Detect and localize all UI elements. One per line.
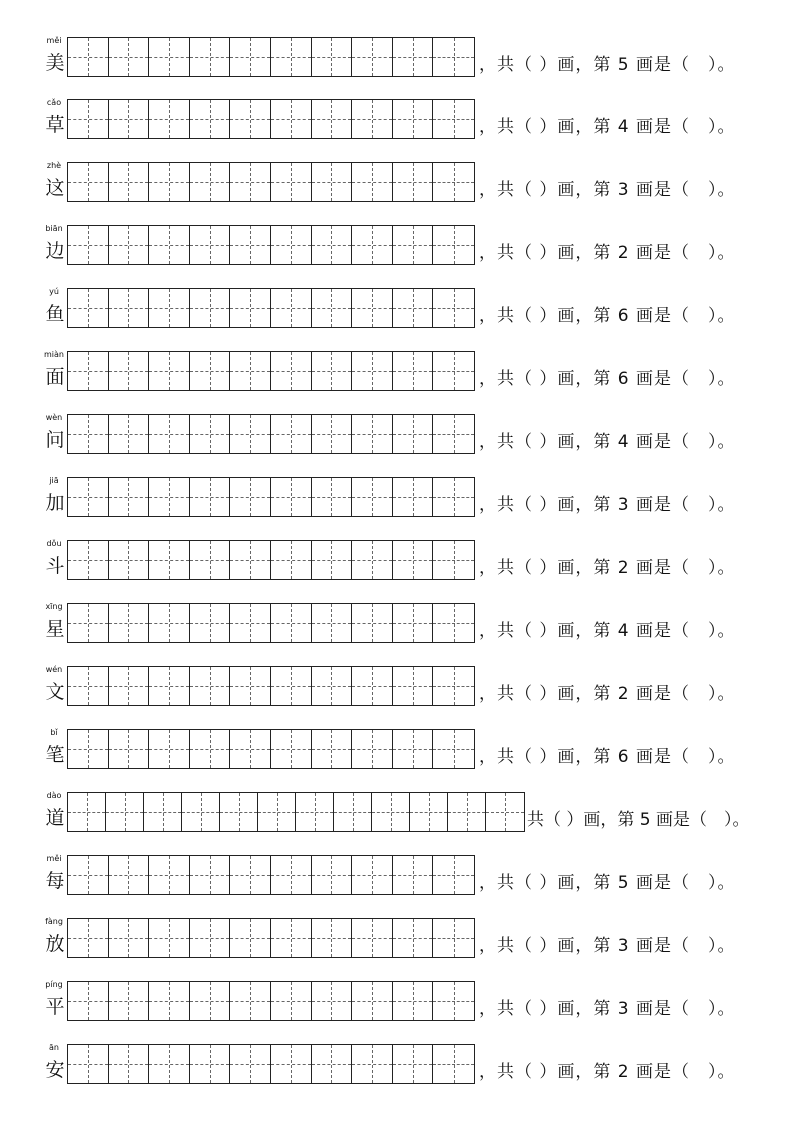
writing-cell[interactable]	[68, 982, 109, 1020]
hanzi-character: 斗	[45, 555, 65, 577]
writing-cell[interactable]	[68, 1045, 109, 1083]
stroke-question: ，共（ ）画，第 3 画是（ ）。	[479, 999, 736, 1019]
hanzi-character: 平	[45, 996, 65, 1018]
writing-cell[interactable]	[393, 541, 434, 579]
writing-cell[interactable]	[433, 226, 474, 264]
writing-cell[interactable]	[68, 352, 109, 390]
writing-cell[interactable]	[68, 226, 109, 264]
stroke-question: ，共（ ）画，第 2 画是（ ）。	[479, 243, 736, 263]
practice-row	[0, 98, 800, 150]
writing-cell[interactable]	[230, 541, 271, 579]
writing-cell[interactable]	[372, 793, 410, 831]
stroke-question: ，共（ ）画，第 5 画是（ ）。	[479, 55, 736, 75]
writing-cell[interactable]	[149, 541, 190, 579]
writing-cell[interactable]	[433, 163, 474, 201]
pinyin-label: dǒu	[46, 539, 62, 548]
writing-grid	[67, 1044, 475, 1084]
practice-row	[0, 791, 800, 843]
writing-cell[interactable]	[68, 38, 109, 76]
writing-cell[interactable]	[271, 1045, 312, 1083]
writing-cell[interactable]	[230, 38, 271, 76]
writing-cell[interactable]	[230, 289, 271, 327]
writing-cell[interactable]	[352, 38, 393, 76]
writing-cell[interactable]	[352, 982, 393, 1020]
writing-cell[interactable]	[393, 919, 434, 957]
writing-cell[interactable]	[393, 604, 434, 642]
pinyin-label: dào	[46, 791, 62, 800]
writing-cell[interactable]	[393, 856, 434, 894]
writing-cell[interactable]	[271, 856, 312, 894]
writing-cell[interactable]	[149, 226, 190, 264]
writing-cell[interactable]	[312, 226, 353, 264]
writing-cell[interactable]	[352, 100, 393, 138]
stroke-question: ，共（ ）画，第 4 画是（ ）。	[479, 621, 736, 641]
pinyin-label: yú	[49, 287, 59, 296]
hanzi-character: 每	[45, 870, 65, 892]
writing-cell[interactable]	[393, 730, 434, 768]
hanzi-character: 草	[45, 114, 65, 136]
stroke-question: ，共（ ）画，第 6 画是（ ）。	[479, 306, 736, 326]
writing-cell[interactable]	[352, 478, 393, 516]
writing-cell[interactable]	[393, 415, 434, 453]
writing-cell[interactable]	[190, 1045, 231, 1083]
writing-cell[interactable]	[190, 478, 231, 516]
stroke-question: ，共（ ）画，第 3 画是（ ）。	[479, 936, 736, 956]
writing-cell[interactable]	[393, 478, 434, 516]
writing-cell[interactable]	[448, 793, 486, 831]
writing-cell[interactable]	[312, 856, 353, 894]
writing-cell[interactable]	[230, 226, 271, 264]
writing-cell[interactable]	[190, 100, 231, 138]
writing-cell[interactable]	[190, 982, 231, 1020]
practice-row	[0, 287, 800, 339]
pinyin-label: xīng	[45, 602, 63, 611]
writing-grid	[67, 37, 475, 77]
writing-grid	[67, 792, 525, 832]
writing-cell[interactable]	[190, 226, 231, 264]
writing-cell[interactable]	[109, 604, 150, 642]
writing-cell[interactable]	[230, 982, 271, 1020]
writing-cell[interactable]	[433, 856, 474, 894]
writing-cell[interactable]	[149, 604, 190, 642]
writing-cell[interactable]	[109, 478, 150, 516]
writing-cell[interactable]	[352, 352, 393, 390]
pinyin-label: fàng	[45, 917, 63, 926]
writing-cell[interactable]	[68, 730, 109, 768]
writing-cell[interactable]	[144, 793, 182, 831]
writing-cell[interactable]	[433, 352, 474, 390]
writing-cell[interactable]	[109, 289, 150, 327]
writing-cell[interactable]	[68, 919, 109, 957]
writing-cell[interactable]	[190, 856, 231, 894]
writing-cell[interactable]	[312, 604, 353, 642]
pinyin-label: měi	[46, 36, 62, 45]
writing-cell[interactable]	[433, 100, 474, 138]
writing-cell[interactable]	[312, 1045, 353, 1083]
stroke-question: ，共（ ）画，第 2 画是（ ）。	[479, 558, 736, 578]
pinyin-label: měi	[46, 854, 62, 863]
writing-cell[interactable]	[190, 163, 231, 201]
writing-cell[interactable]	[271, 38, 312, 76]
writing-grid	[67, 918, 475, 958]
writing-cell[interactable]	[68, 604, 109, 642]
writing-cell[interactable]	[190, 730, 231, 768]
writing-cell[interactable]	[271, 415, 312, 453]
writing-cell[interactable]	[393, 667, 434, 705]
writing-cell[interactable]	[109, 919, 150, 957]
writing-cell[interactable]	[149, 982, 190, 1020]
writing-cell[interactable]	[68, 667, 109, 705]
writing-cell[interactable]	[149, 730, 190, 768]
writing-cell[interactable]	[149, 667, 190, 705]
practice-row	[0, 728, 800, 780]
writing-cell[interactable]	[352, 730, 393, 768]
writing-cell[interactable]	[433, 415, 474, 453]
writing-cell[interactable]	[312, 352, 353, 390]
writing-cell[interactable]	[393, 38, 434, 76]
writing-cell[interactable]	[68, 415, 109, 453]
pinyin-label: jiā	[49, 476, 59, 485]
writing-cell[interactable]	[433, 289, 474, 327]
pinyin-label: wén	[45, 665, 63, 674]
pinyin-label: bǐ	[50, 728, 58, 737]
writing-cell[interactable]	[271, 982, 312, 1020]
writing-cell[interactable]	[149, 289, 190, 327]
writing-cell[interactable]	[312, 730, 353, 768]
hanzi-character: 笔	[45, 744, 65, 766]
writing-cell[interactable]	[230, 100, 271, 138]
pinyin-label: píng	[45, 980, 63, 989]
practice-row	[0, 36, 800, 88]
writing-cell[interactable]	[271, 163, 312, 201]
practice-row	[0, 917, 800, 969]
writing-grid	[67, 666, 475, 706]
writing-cell[interactable]	[149, 919, 190, 957]
writing-cell[interactable]	[109, 226, 150, 264]
practice-row	[0, 602, 800, 654]
writing-cell[interactable]	[109, 541, 150, 579]
writing-grid	[67, 351, 475, 391]
pinyin-label: zhè	[46, 161, 62, 170]
writing-cell[interactable]	[312, 667, 353, 705]
writing-cell[interactable]	[149, 163, 190, 201]
stroke-question: ，共（ ）画，第 6 画是（ ）。	[479, 369, 736, 389]
stroke-question: ，共（ ）画，第 2 画是（ ）。	[479, 684, 736, 704]
writing-cell[interactable]	[393, 226, 434, 264]
writing-cell[interactable]	[312, 289, 353, 327]
writing-cell[interactable]	[312, 919, 353, 957]
writing-cell[interactable]	[182, 793, 220, 831]
practice-row	[0, 539, 800, 591]
stroke-question: ，共（ ）画，第 2 画是（ ）。	[479, 1062, 736, 1082]
writing-cell[interactable]	[190, 38, 231, 76]
writing-cell[interactable]	[433, 541, 474, 579]
writing-cell[interactable]	[149, 478, 190, 516]
writing-cell[interactable]	[109, 38, 150, 76]
writing-cell[interactable]	[149, 352, 190, 390]
writing-cell[interactable]	[68, 163, 109, 201]
pinyin-label: ān	[49, 1043, 59, 1052]
pinyin-label: wèn	[45, 413, 63, 422]
writing-cell[interactable]	[230, 667, 271, 705]
practice-row	[0, 350, 800, 402]
writing-cell[interactable]	[68, 541, 109, 579]
writing-cell[interactable]	[109, 1045, 150, 1083]
writing-cell[interactable]	[68, 856, 109, 894]
writing-cell[interactable]	[312, 415, 353, 453]
writing-cell[interactable]	[334, 793, 372, 831]
writing-cell[interactable]	[352, 604, 393, 642]
writing-cell[interactable]	[352, 226, 393, 264]
writing-cell[interactable]	[352, 163, 393, 201]
writing-cell[interactable]	[271, 100, 312, 138]
writing-cell[interactable]	[433, 667, 474, 705]
writing-cell[interactable]	[393, 352, 434, 390]
hanzi-character: 加	[45, 492, 65, 514]
practice-row	[0, 665, 800, 717]
writing-cell[interactable]	[312, 478, 353, 516]
writing-grid	[67, 162, 475, 202]
writing-cell[interactable]	[220, 793, 258, 831]
writing-cell[interactable]	[106, 793, 144, 831]
hanzi-character: 鱼	[45, 303, 65, 325]
practice-row	[0, 1043, 800, 1095]
writing-cell[interactable]	[393, 982, 434, 1020]
hanzi-character: 星	[45, 618, 65, 640]
writing-cell[interactable]	[109, 730, 150, 768]
writing-cell[interactable]	[352, 667, 393, 705]
writing-cell[interactable]	[352, 856, 393, 894]
writing-grid	[67, 477, 475, 517]
writing-cell[interactable]	[271, 667, 312, 705]
hanzi-character: 这	[45, 177, 65, 199]
writing-cell[interactable]	[68, 793, 106, 831]
writing-cell[interactable]	[190, 541, 231, 579]
writing-grid	[67, 225, 475, 265]
writing-cell[interactable]	[433, 1045, 474, 1083]
practice-row	[0, 980, 800, 1032]
writing-grid	[67, 855, 475, 895]
writing-cell[interactable]	[190, 604, 231, 642]
writing-cell[interactable]	[190, 289, 231, 327]
writing-cell[interactable]	[230, 730, 271, 768]
writing-cell[interactable]	[393, 163, 434, 201]
writing-cell[interactable]	[271, 226, 312, 264]
writing-cell[interactable]	[190, 919, 231, 957]
writing-cell[interactable]	[433, 982, 474, 1020]
writing-cell[interactable]	[230, 415, 271, 453]
writing-cell[interactable]	[109, 100, 150, 138]
writing-grid	[67, 540, 475, 580]
writing-cell[interactable]	[312, 163, 353, 201]
writing-grid	[67, 288, 475, 328]
writing-cell[interactable]	[271, 478, 312, 516]
writing-cell[interactable]	[149, 100, 190, 138]
writing-cell[interactable]	[109, 982, 150, 1020]
stroke-question: ，共（ ）画，第 3 画是（ ）。	[479, 180, 736, 200]
writing-cell[interactable]	[190, 352, 231, 390]
writing-cell[interactable]	[296, 793, 334, 831]
writing-cell[interactable]	[149, 856, 190, 894]
writing-cell[interactable]	[352, 289, 393, 327]
writing-cell[interactable]	[271, 604, 312, 642]
pinyin-label: cǎo	[46, 98, 62, 107]
writing-cell[interactable]	[352, 541, 393, 579]
writing-cell[interactable]	[393, 100, 434, 138]
writing-cell[interactable]	[109, 667, 150, 705]
writing-cell[interactable]	[393, 1045, 434, 1083]
writing-cell[interactable]	[230, 919, 271, 957]
hanzi-character: 安	[45, 1059, 65, 1081]
writing-cell[interactable]	[149, 38, 190, 76]
writing-cell[interactable]	[68, 289, 109, 327]
writing-cell[interactable]	[433, 478, 474, 516]
writing-grid	[67, 729, 475, 769]
writing-cell[interactable]	[271, 289, 312, 327]
pinyin-label: biān	[45, 224, 63, 233]
hanzi-character: 面	[45, 366, 65, 388]
writing-cell[interactable]	[433, 730, 474, 768]
hanzi-character: 道	[45, 807, 65, 829]
stroke-question: ，共（ ）画，第 4 画是（ ）。	[479, 117, 736, 137]
writing-cell[interactable]	[68, 478, 109, 516]
writing-cell[interactable]	[271, 352, 312, 390]
writing-cell[interactable]	[109, 415, 150, 453]
writing-grid	[67, 981, 475, 1021]
hanzi-character: 文	[45, 681, 65, 703]
writing-cell[interactable]	[393, 289, 434, 327]
writing-cell[interactable]	[230, 352, 271, 390]
hanzi-character: 放	[45, 933, 65, 955]
writing-cell[interactable]	[433, 38, 474, 76]
writing-grid	[67, 99, 475, 139]
writing-cell[interactable]	[230, 478, 271, 516]
writing-cell[interactable]	[68, 100, 109, 138]
writing-cell[interactable]	[109, 856, 150, 894]
stroke-question: ，共（ ）画，第 3 画是（ ）。	[479, 495, 736, 515]
writing-cell[interactable]	[352, 415, 393, 453]
hanzi-character: 美	[45, 52, 65, 74]
writing-cell[interactable]	[109, 163, 150, 201]
writing-cell[interactable]	[433, 604, 474, 642]
writing-cell[interactable]	[271, 730, 312, 768]
practice-row	[0, 854, 800, 906]
writing-cell[interactable]	[230, 1045, 271, 1083]
writing-grid	[67, 414, 475, 454]
hanzi-character: 边	[45, 240, 65, 262]
stroke-question: ，共（ ）画，第 5 画是（ ）。	[479, 873, 736, 893]
writing-cell[interactable]	[271, 541, 312, 579]
writing-cell[interactable]	[271, 919, 312, 957]
writing-cell[interactable]	[230, 163, 271, 201]
stroke-question: ，共（ ）画，第 6 画是（ ）。	[479, 747, 736, 767]
writing-cell[interactable]	[149, 415, 190, 453]
writing-cell[interactable]	[352, 1045, 393, 1083]
practice-row	[0, 161, 800, 213]
practice-row	[0, 476, 800, 528]
writing-cell[interactable]	[190, 667, 231, 705]
writing-cell[interactable]	[312, 38, 353, 76]
writing-cell[interactable]	[312, 100, 353, 138]
writing-cell[interactable]	[312, 541, 353, 579]
writing-cell[interactable]	[230, 856, 271, 894]
practice-row	[0, 224, 800, 276]
writing-cell[interactable]	[433, 919, 474, 957]
writing-cell[interactable]	[352, 919, 393, 957]
writing-cell[interactable]	[410, 793, 448, 831]
writing-cell[interactable]	[258, 793, 296, 831]
hanzi-character: 问	[45, 429, 65, 451]
writing-cell[interactable]	[149, 1045, 190, 1083]
pinyin-label: miàn	[44, 350, 64, 359]
writing-cell[interactable]	[190, 415, 231, 453]
stroke-question: ，共（ ）画，第 4 画是（ ）。	[479, 432, 736, 452]
writing-cell[interactable]	[486, 793, 524, 831]
writing-cell[interactable]	[109, 352, 150, 390]
writing-cell[interactable]	[230, 604, 271, 642]
stroke-question: 共（ ）画，第 5 画是（ ）。	[527, 810, 750, 830]
writing-cell[interactable]	[312, 982, 353, 1020]
practice-row	[0, 413, 800, 465]
writing-grid	[67, 603, 475, 643]
